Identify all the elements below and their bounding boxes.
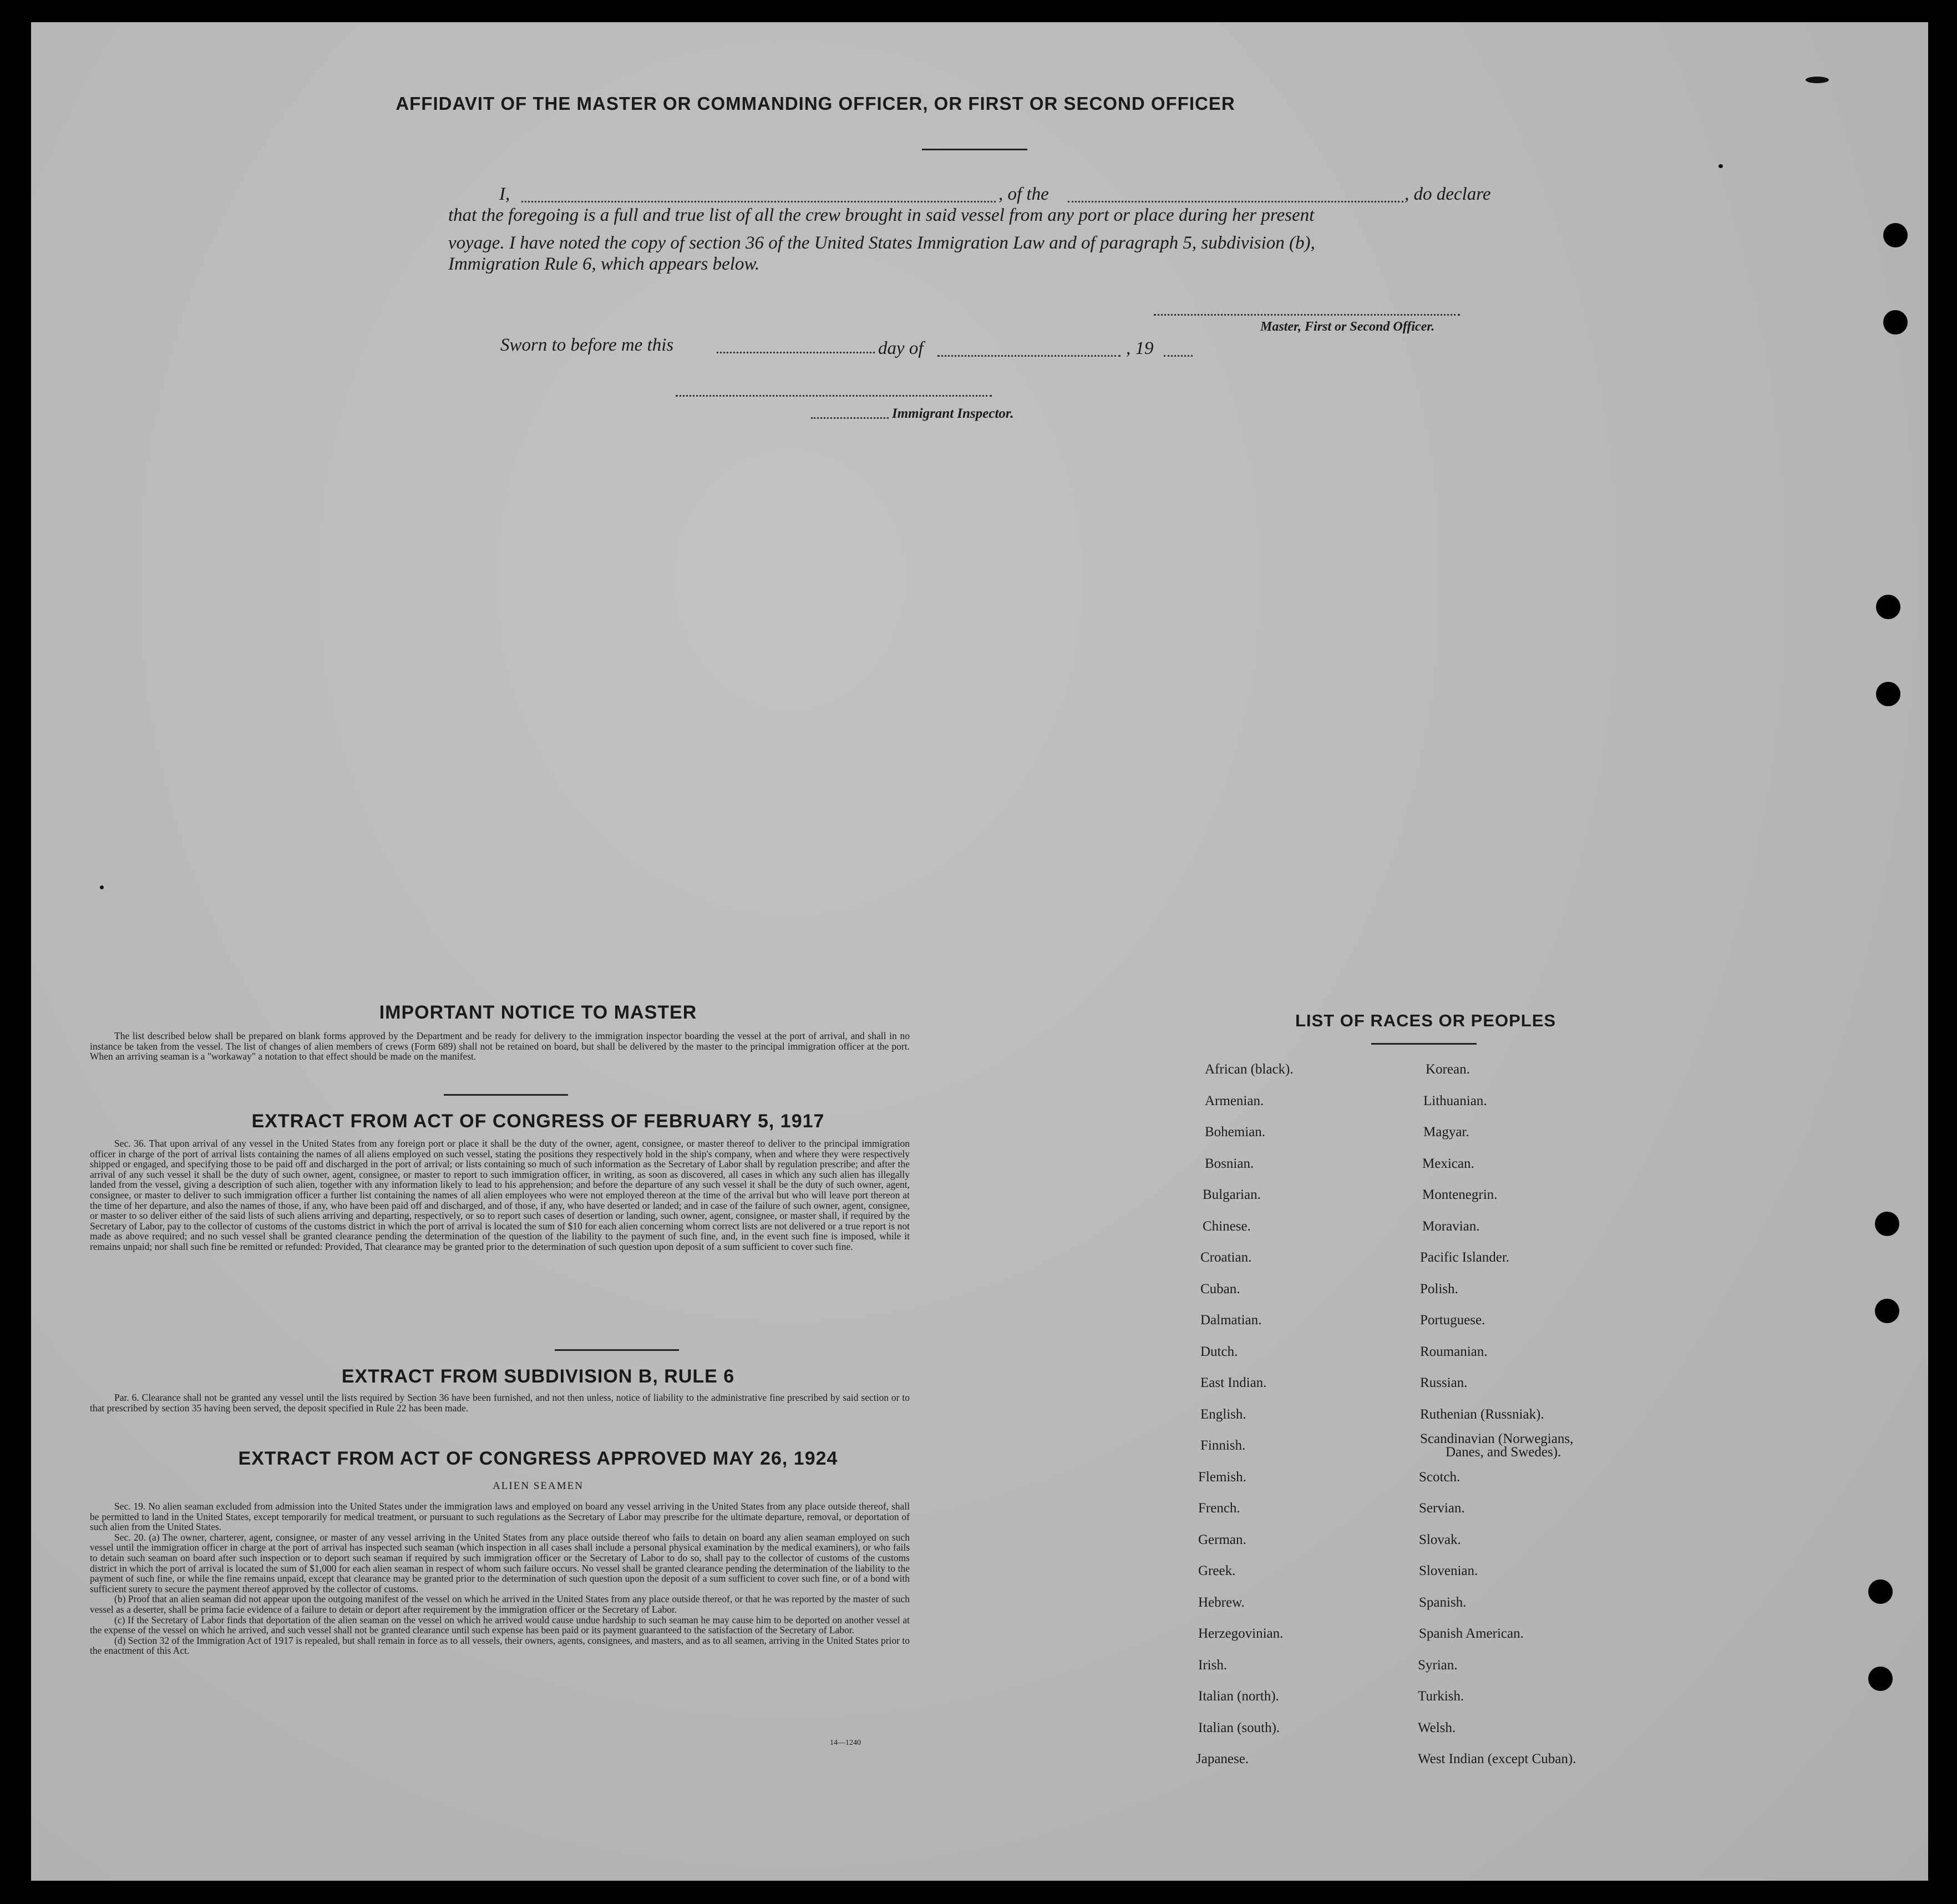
race-item: English.: [1200, 1406, 1246, 1422]
master-signature-line[interactable]: [1154, 314, 1460, 316]
race-item: Magyar.: [1423, 1125, 1469, 1140]
extract-1924-subtitle: ALIEN SEAMEN: [493, 1480, 584, 1492]
race-item: Turkish.: [1418, 1689, 1464, 1704]
race-item: Flemish.: [1198, 1469, 1246, 1485]
race-item: Montenegrin.: [1422, 1187, 1498, 1202]
extract-1924-paragraph: (b) Proof that an alien seaman did not appear upon the outgoing manifest of the vessel on which he arrived in the United States from any place outside thereof, or that he was reported by the master of such vessel as a deserter, shall be prima facie evidence of a failure to detain or deport after requirement by the immigration officer or the Secretary of Labor.: [90, 1593, 910, 1615]
race-item: Syrian.: [1418, 1657, 1458, 1673]
ink-mark: [100, 885, 104, 889]
race-item: Portuguese.: [1420, 1313, 1486, 1328]
notice-title: IMPORTANT NOTICE TO MASTER: [379, 1002, 697, 1023]
race-item: Polish.: [1420, 1281, 1458, 1297]
extract-1924-paragraph: Sec. 19. No alien seaman excluded from admission into the United States under the immigration laws and employed on board any vessel arriving in the United States from any place outside thereof, shall be permitted to land in the United States, except temporarily for medical treatment, or pursuant to such regulations as the Secretary of Labor may prescribe for the ultimate departure, removal, or deportation of such alien from the United States.: [90, 1501, 910, 1533]
race-item: Greek.: [1198, 1563, 1236, 1578]
notice-paragraph: The list described below shall be prepared on blank forms approved by the Department and be ready for delivery to the immigration inspector boarding the vessel at the port of arrival, and shall in no instance be taken from the vessel. The list of changes of alien members of crews (Form 689) shall not be retained on board, but shall be delivered by the master to the principal immigration officer at the port. When an arriving seaman is a "workaway" a notation to that effect should be made on the manifest.: [90, 1030, 910, 1062]
affidavit-declare-label: , do declare: [1405, 184, 1491, 204]
race-item: Italian (south).: [1198, 1720, 1280, 1735]
extract-1924-title: EXTRACT FROM ACT OF CONGRESS APPROVED MAY 26, 1924: [238, 1448, 838, 1469]
race-item: Hebrew.: [1198, 1594, 1245, 1610]
race-item: Japanese.: [1196, 1751, 1249, 1766]
rule6-paragraph: Par. 6. Clearance shall not be granted any vessel until the lists required by Section 36 have been furnished, and not then unless, notice of liability to the administrative fine prescribed by said section or to that prescribed by section 35 having been served, the deposit specified in Rule 22 has been made.: [90, 1392, 910, 1414]
race-item: Armenian.: [1205, 1093, 1264, 1108]
race-item: Bulgarian.: [1203, 1187, 1261, 1202]
race-item: Welsh.: [1418, 1720, 1456, 1735]
section-divider: [555, 1349, 679, 1351]
extract-1924-paragraph: (d) Section 32 of the Immigration Act of 1917 is repealed, but shall remain in force as to all vessels, their owners, agents, consignees, and masters, and as to all seamen, arriving in the United States prior to the enactment of this Act.: [90, 1634, 910, 1657]
race-item: Croatian.: [1200, 1250, 1252, 1265]
race-item: Cuban.: [1200, 1281, 1240, 1297]
race-item: Pacific Islander.: [1420, 1250, 1510, 1265]
extract-1917-paragraph: Sec. 36. That upon arrival of any vessel in the United States from any foreign port or place it shall be the duty of the owner, agent, consignee, or master thereof to deliver to the principal immigration officer in charge of the port of arrival lists containing the names of all aliens employed on such vessel, stating the positions they respectively hold in the ship's company, when and where they were respectively shipped or engaged, and specifying those to be paid off and discharged in the port of arrival; or lists containing so much of such information as the Secretary of Labor shall by regulation prescribe; and after the arrival of any such vessel it shall be the duty of such owner, agent, consignee, or master to report to such immigration officer, in writing, as soon as discovered, all cases in which any such alien has illegally landed from the vessel, giving a description of such alien, together with any information likely to lead to his apprehension; and before the departure of any such vessel it shall be the duty of such owner, agent, consignee, or master to deliver to such immigration officer a further list containing the names of all alien employees who were not employed thereon at the time of the arrival but who will leave port thereon at the time of her departure, and also the names of those, if any, who have been paid off and discharged, and of those, if any, who have deserted or landed; and in case of the failure of such owner, agent, consignee, or master to so deliver either of the said lists of such aliens arriving and departing, respectively, or so to report such cases of desertion or landing, such owner, agent, consignee, or master shall, if required by the Secretary of Labor, pay to the collector of customs of the customs district in which the port of arrival is located the sum of $10 for each alien concerning whom correct lists are not delivered or a true report is not made as above required; and no such vessel shall be granted clearance pending the determination of the question of the liability to the payment of such fine, and, in the event such fine is imposed, while it remains unpaid; nor shall such fine be remitted or refunded: Provided, That clearance may be granted prior to the determination of such question upon deposit of a sum sufficient to cover such fine.: [90, 1138, 910, 1252]
race-item: Spanish American.: [1419, 1626, 1524, 1641]
races-title: LIST OF RACES OR PEOPLES: [1295, 1011, 1557, 1030]
inspector-label: Immigrant Inspector.: [892, 406, 1014, 421]
day-blank-line[interactable]: [717, 352, 875, 353]
extract-1917-body: [90, 1138, 910, 1252]
punch-hole: [1868, 1667, 1893, 1691]
race-item: Scandinavian (Norwegians,: [1420, 1431, 1574, 1446]
race-item: Irish.: [1198, 1657, 1228, 1673]
race-item: East Indian.: [1200, 1375, 1267, 1390]
race-item: Moravian.: [1422, 1218, 1480, 1234]
day-of-label: day of: [878, 338, 924, 358]
title-underline: [922, 149, 1027, 150]
race-item: Scotch.: [1419, 1469, 1461, 1485]
ink-mark: [1718, 164, 1723, 168]
race-item: Chinese.: [1203, 1218, 1251, 1234]
race-item: West Indian (except Cuban).: [1418, 1751, 1576, 1766]
race-item: German.: [1198, 1532, 1246, 1547]
race-item: Lithuanian.: [1423, 1093, 1487, 1108]
inspector-signature-line[interactable]: [676, 395, 992, 397]
master-signature-label: Master, First or Second Officer.: [1260, 320, 1435, 334]
extract-1917-title: EXTRACT FROM ACT OF CONGRESS OF FEBRUARY 5, 1917: [251, 1111, 825, 1132]
race-item: French.: [1198, 1501, 1240, 1516]
rule6-body: [90, 1392, 910, 1413]
affidavit-i-label: I,: [499, 184, 510, 204]
race-item: Dutch.: [1200, 1344, 1238, 1359]
form-number: 14—1240: [830, 1739, 861, 1747]
punch-hole: [1883, 310, 1908, 335]
section-divider: [444, 1094, 568, 1096]
notice-body: [90, 1031, 910, 1062]
race-item: Spanish.: [1419, 1594, 1467, 1610]
vessel-blank-line[interactable]: [1068, 201, 1403, 202]
race-item: Servian.: [1419, 1501, 1465, 1516]
year-blank-line[interactable]: [1164, 355, 1193, 357]
race-item: Dalmatian.: [1200, 1313, 1262, 1328]
race-item: Bohemian.: [1205, 1125, 1266, 1140]
punch-hole: [1875, 1212, 1899, 1236]
race-item: Ruthenian (Russniak).: [1420, 1406, 1544, 1422]
ink-mark: [1806, 77, 1829, 83]
races-title-underline: [1371, 1043, 1477, 1045]
affidavit-text-line: that the foregoing is a full and true list of all the crew brought in said vessel from any port or place during her present: [448, 205, 1315, 225]
race-item: Mexican.: [1422, 1156, 1474, 1171]
race-item: Russian.: [1420, 1375, 1468, 1390]
race-item: Bosnian.: [1205, 1156, 1254, 1171]
race-item: Slovak.: [1419, 1532, 1461, 1547]
race-item: African (black).: [1205, 1062, 1294, 1077]
extract-1924-paragraph: (c) If the Secretary of Labor finds that deportation of the alien seaman on the vessel on which he arrived would cause undue hardship to such seaman he may cause him to be deported on another vessel at the expense of the vessel on which he arrived, and such vessel shall not be granted clearance until such expense has been paid or its payment guaranteed to the satisfaction of the Secretary of Labor.: [90, 1614, 910, 1636]
inspector-signature-line-short: [811, 417, 889, 419]
punch-hole: [1876, 682, 1900, 706]
month-blank-line[interactable]: [937, 355, 1121, 357]
rule6-title: EXTRACT FROM SUBDIVISION B, RULE 6: [341, 1366, 735, 1387]
extract-1924-body: [90, 1501, 910, 1656]
punch-hole: [1883, 223, 1908, 247]
affidavit-title: AFFIDAVIT OF THE MASTER OR COMMANDING OFFICER, OR FIRST OR SECOND OFFICER: [396, 93, 1235, 114]
race-item: Italian (north).: [1198, 1689, 1279, 1704]
punch-hole: [1868, 1579, 1893, 1604]
affidavit-text-line: voyage. I have noted the copy of section 36 of the United States Immigration Law and of paragraph 5, subdivision (b),: [448, 233, 1315, 253]
race-item: Roumanian.: [1420, 1344, 1488, 1359]
affidavit-text-line: Immigration Rule 6, which appears below.: [448, 254, 760, 274]
race-item: Slovenian.: [1419, 1563, 1478, 1578]
extract-1924-paragraph: Sec. 20. (a) The owner, charterer, agent, consignee, or master of any vessel arriving in the United States from any place outside thereof who fails to detain on board any alien seaman employed on such vessel until the immigration officer in charge at the port of arrival has inspected such seaman (which inspection in all cases shall include a personal physical examination by the medical examiners), or who fails to detain such seaman on board after such inspection or to deport such seaman if required by such immigration officer or the Secretary of Labor to do so, shall pay to the collector of customs of the customs district in which the port of arrival is located the sum of $1,000 for each alien seaman in respect of whom such failure occurs. No vessel shall be granted clearance pending the determination of the liability to the payment of such fine, or while the fine remains unpaid, except that clearance may be granted prior to the determination of such question upon the deposit of a sum sufficient to cover such fine, or of a bond with sufficient surety to secure the payment thereof approved by the collector of customs.: [90, 1531, 910, 1594]
race-item: Korean.: [1426, 1062, 1470, 1077]
year-prefix-label: , 19: [1126, 338, 1154, 358]
sworn-label: Sworn to before me this: [500, 335, 674, 355]
race-item-continuation: Danes, and Swedes).: [1446, 1445, 1561, 1460]
punch-hole: [1876, 595, 1900, 619]
name-blank-line[interactable]: [521, 201, 996, 202]
race-item: Finnish.: [1200, 1438, 1246, 1453]
punch-hole: [1875, 1299, 1899, 1323]
race-item: Herzegovinian.: [1198, 1626, 1284, 1641]
affidavit-of-the-label: , of the: [998, 184, 1049, 204]
